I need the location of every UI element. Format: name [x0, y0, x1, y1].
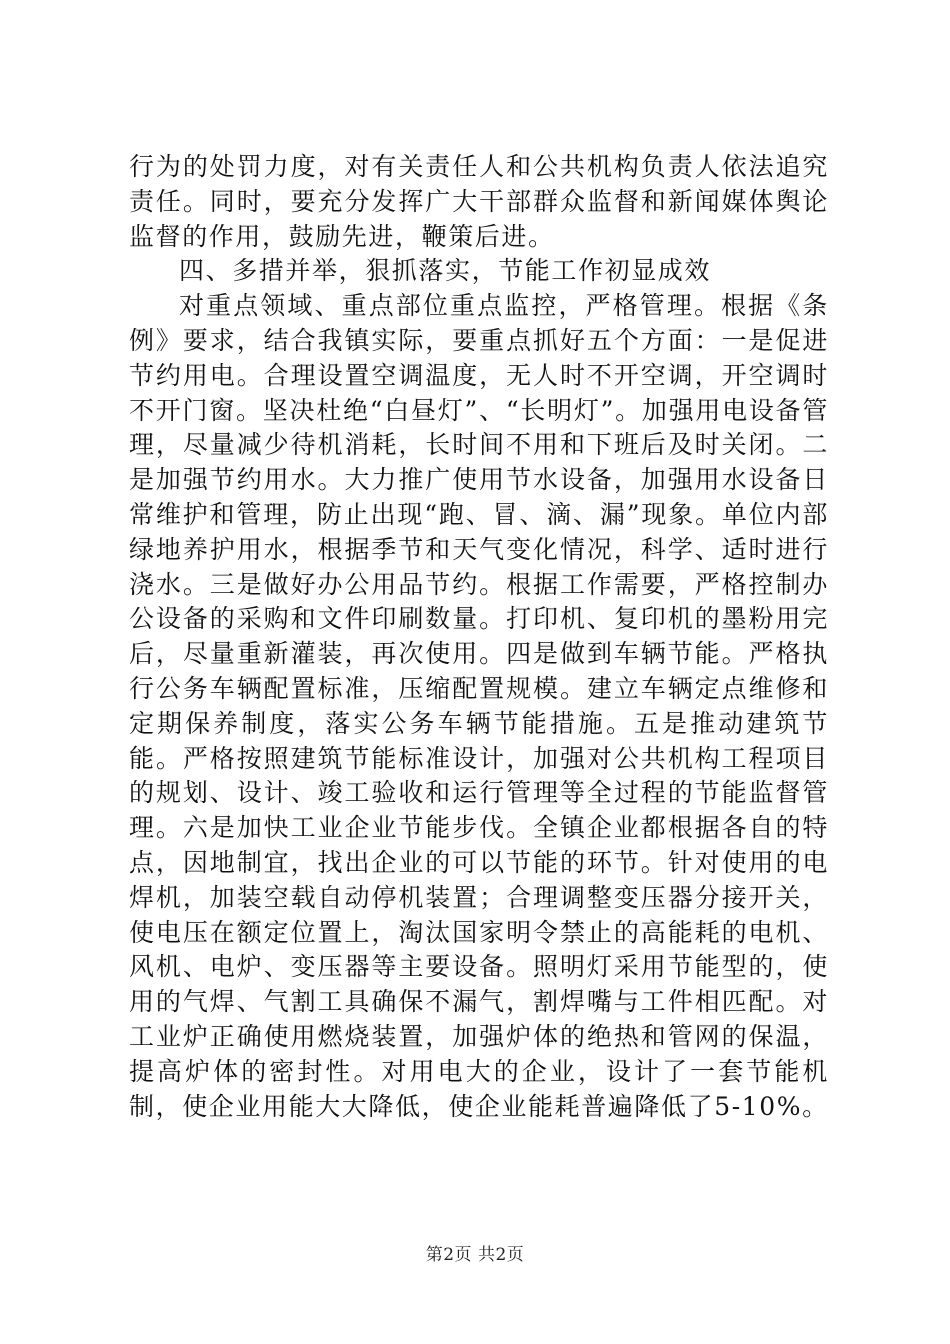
paragraph-continuation: 行为的处罚力度，对有关责任人和公共机构负责人依法追究责任。同时，要充分发挥广大干部群众监督和新闻媒体舆论监督的作用，鼓励先进，鞭策后进。	[129, 152, 829, 251]
section-heading: 四、多措并举，狠抓落实，节能工作初显成效	[179, 256, 712, 286]
page-number-footer: 第2页 共2页	[425, 1245, 525, 1265]
paragraph-energy-measures: 对重点领域、重点部位重点监控，严格管理。根据《条例》要求，结合我镇实际，要重点抓好五个方面：一是促进节约用电。合理设置空调温度，无人时不开空调，开空调时不开门窗。坚决杜绝“白昼灯”、“长明灯”。加强用电设备管理，尽量减少待机消耗，长时间不用和下班后及时关闭。二是加强节约用水。大力推广使用节水设备，加强用水设备日常维护和管理，防止出现“跑、冒、滴、漏”现象。单位内部绿地养护用水，根据季节和天气变化情况，科学、适时进行浇水。三是做好办公用品节约。根据工作需要，严格控制办公设备的采购和文件印刷数量。打印机、复印机的墨粉用完后，尽量重新灌装，再次使用。四是做到车辆节能。严格执行公务车辆配置标准，压缩配置规模。建立车辆定点维修和定期保养制度，落实公务车辆节能措施。五是推动建筑节能。严格按照建筑节能标准设计，加强对公共机构工程项目的规划、设计、竣工验收和运行管理等全过程的节能监督管理。六是加快工业企业节能步伐。全镇企业都根据各自的特点，因地制宜，找出企业的可以节能的环节。针对使用的电焊机，加装空载自动停机装置；合理调整变压器分接开关，使电压在额定位置上，淘汰国家明令禁止的高能耗的电机、风机、电炉、变压器等主要设备。照明灯采用节能型的，使用的气焊、气割工具确保不漏气，割焊嘴与工件相匹配。对工业炉正确使用燃烧装置，加强炉体的绝热和管网的保温，提高炉体的密封性。对用电大的企业，设计了一套节能机制，使企业用能大大降低，使企业能耗普遍降低了5-10%。	[129, 291, 829, 1121]
document-body	[129, 150, 829, 1124]
